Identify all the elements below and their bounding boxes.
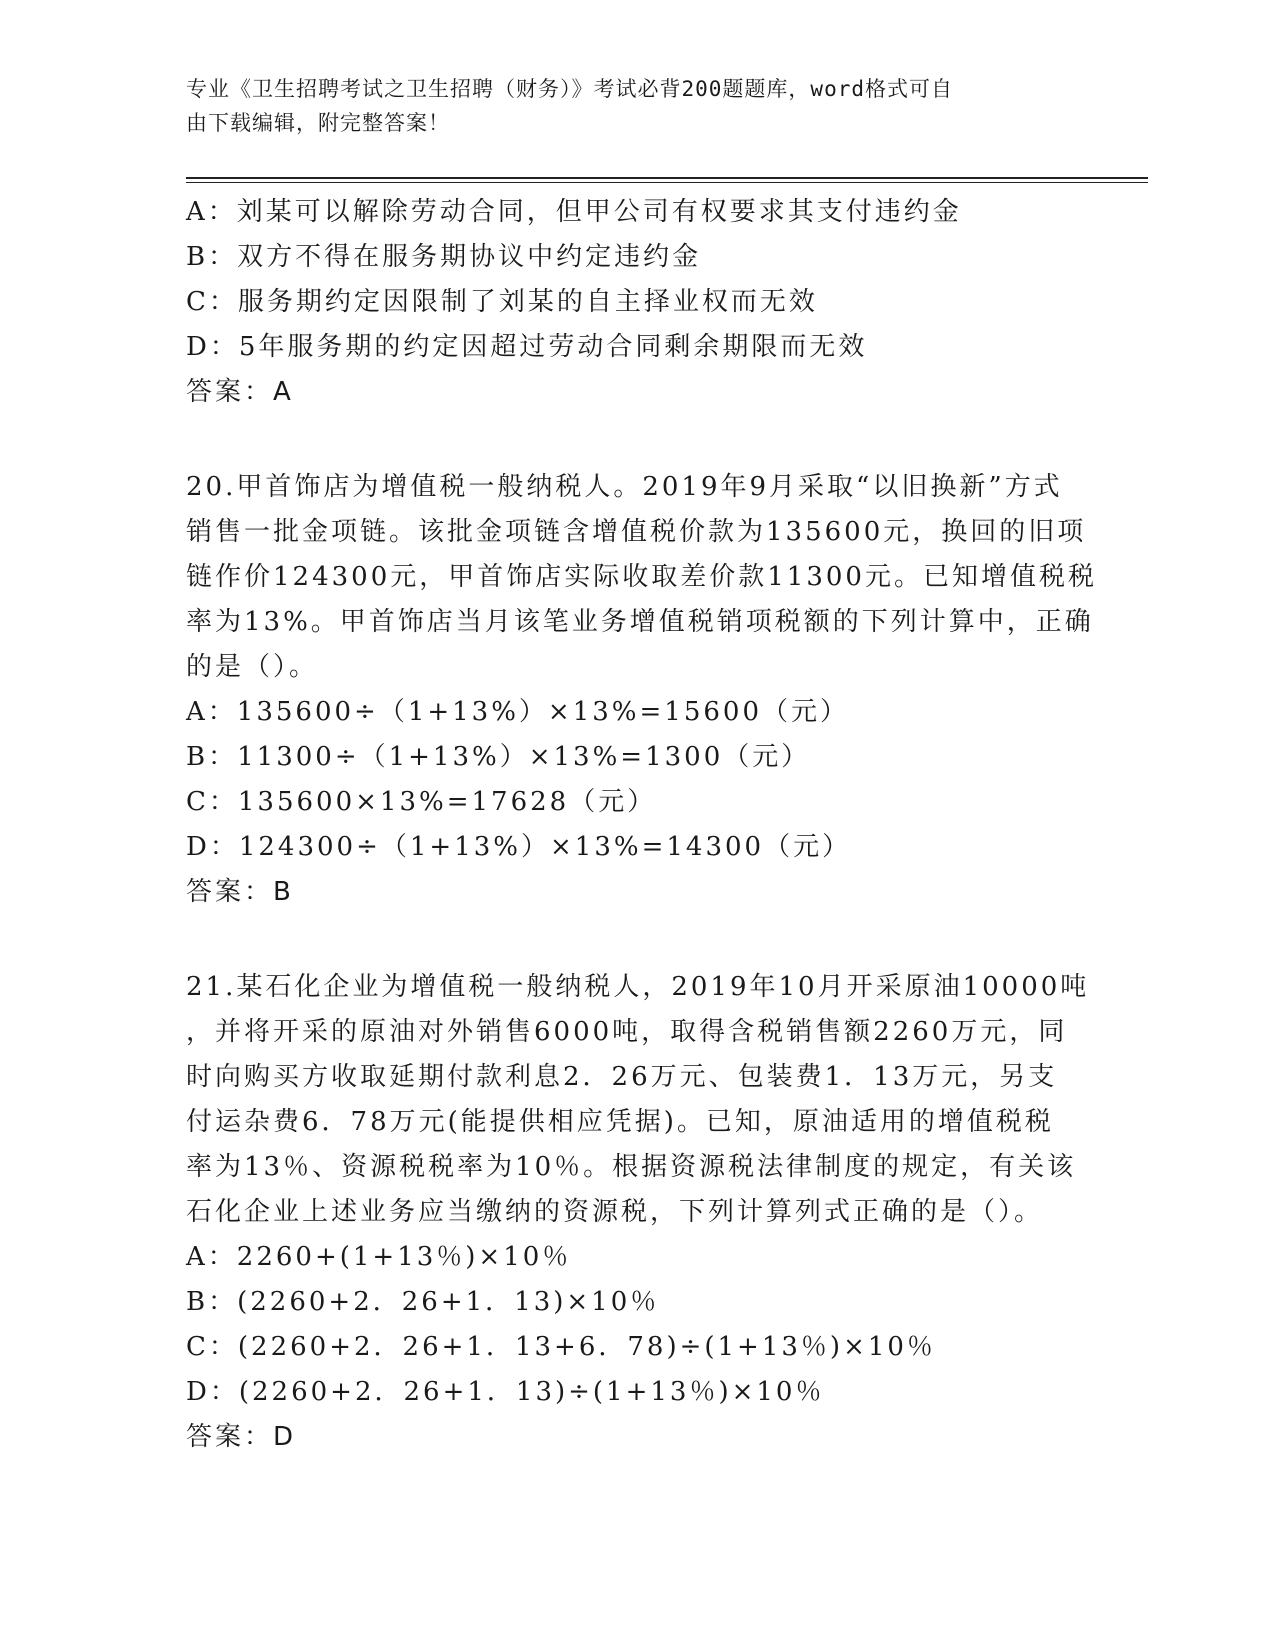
- option-a: A：135600÷（1+13%）×13%=15600（元）: [186, 697, 849, 727]
- option-b: B：11300÷（1+13%）×13%=1300（元）: [186, 742, 811, 772]
- option-d: D：5年服务期的约定因超过劳动合同剩余期限而无效: [186, 332, 868, 362]
- question-stem-line: 石化企业上述业务应当缴纳的资源税，下列计算列式正确的是（）。: [186, 1197, 1044, 1227]
- question-stem-line: 付运杂费6．78万元(能提供相应凭据)。已知，原油适用的增值税税: [186, 1107, 1054, 1137]
- option-c: C：135600×13%=17628（元）: [186, 787, 657, 817]
- question-19-options: [186, 190, 1086, 415]
- option-c: C：服务期约定因限制了刘某的自主择业权而无效: [186, 287, 818, 317]
- question-stem-line: ，并将开采的原油对外销售6000吨，取得含税销售额2260万元，同: [186, 1017, 1068, 1047]
- answer-19: 答案：A: [186, 377, 294, 407]
- header-line-1: 专业《卫生招聘考试之卫生招聘（财务）》考试必背200题题库，word格式可自: [186, 77, 953, 101]
- question-stem-line: 时向购买方收取延期付款利息2．26万元、包装费1．13万元，另支: [186, 1062, 1058, 1092]
- option-b: B：双方不得在服务期协议中约定违约金: [186, 242, 702, 272]
- question-stem-line: 率为13%。甲首饰店当月该笔业务增值税销项税额的下列计算中，正确: [186, 607, 1094, 637]
- option-d: D：124300÷（1+13%）×13%=14300（元）: [186, 832, 852, 862]
- question-20: [186, 465, 1097, 915]
- question-content: [186, 190, 1097, 1460]
- option-c: C：(2260+2．26+1．13+6．78)÷(1+13％)×10％: [186, 1332, 936, 1362]
- header-line-2: 由下载编辑，附完整答案！: [186, 111, 450, 135]
- question-stem-line: 21.某石化企业为增值税一般纳税人，2019年10月开采原油10000吨: [186, 972, 1090, 1002]
- header-divider-thin: [186, 182, 1148, 183]
- question-stem-line: 率为13％、资源税税率为10％。根据资源税法律制度的规定，有关该: [186, 1152, 1077, 1182]
- question-21: [186, 965, 1090, 1460]
- option-b: B：(2260+2．26+1．13)×10％: [186, 1287, 660, 1317]
- document-header: [186, 72, 1066, 140]
- header-divider-thick: [186, 177, 1148, 179]
- question-stem-line: 的是（）。: [186, 652, 319, 682]
- option-d: D：(2260+2．26+1．13)÷(1+13％)×10％: [186, 1377, 825, 1407]
- option-a: A：刘某可以解除劳动合同，但甲公司有权要求其支付违约金: [186, 197, 962, 227]
- question-stem-line: 销售一批金项链。该批金项链含增值税价款为135600元，换回的旧项: [186, 517, 1087, 547]
- answer-20: 答案：B: [186, 877, 294, 907]
- option-a: A：2260+(1+13％)×10％: [186, 1242, 572, 1272]
- answer-21: 答案：D: [186, 1422, 297, 1452]
- question-stem-line: 20.甲首饰店为增值税一般纳税人。2019年9月采取“以旧换新”方式: [186, 472, 1063, 502]
- question-stem-line: 链作价124300元，甲首饰店实际收取差价款11300元。已知增值税税: [186, 562, 1097, 592]
